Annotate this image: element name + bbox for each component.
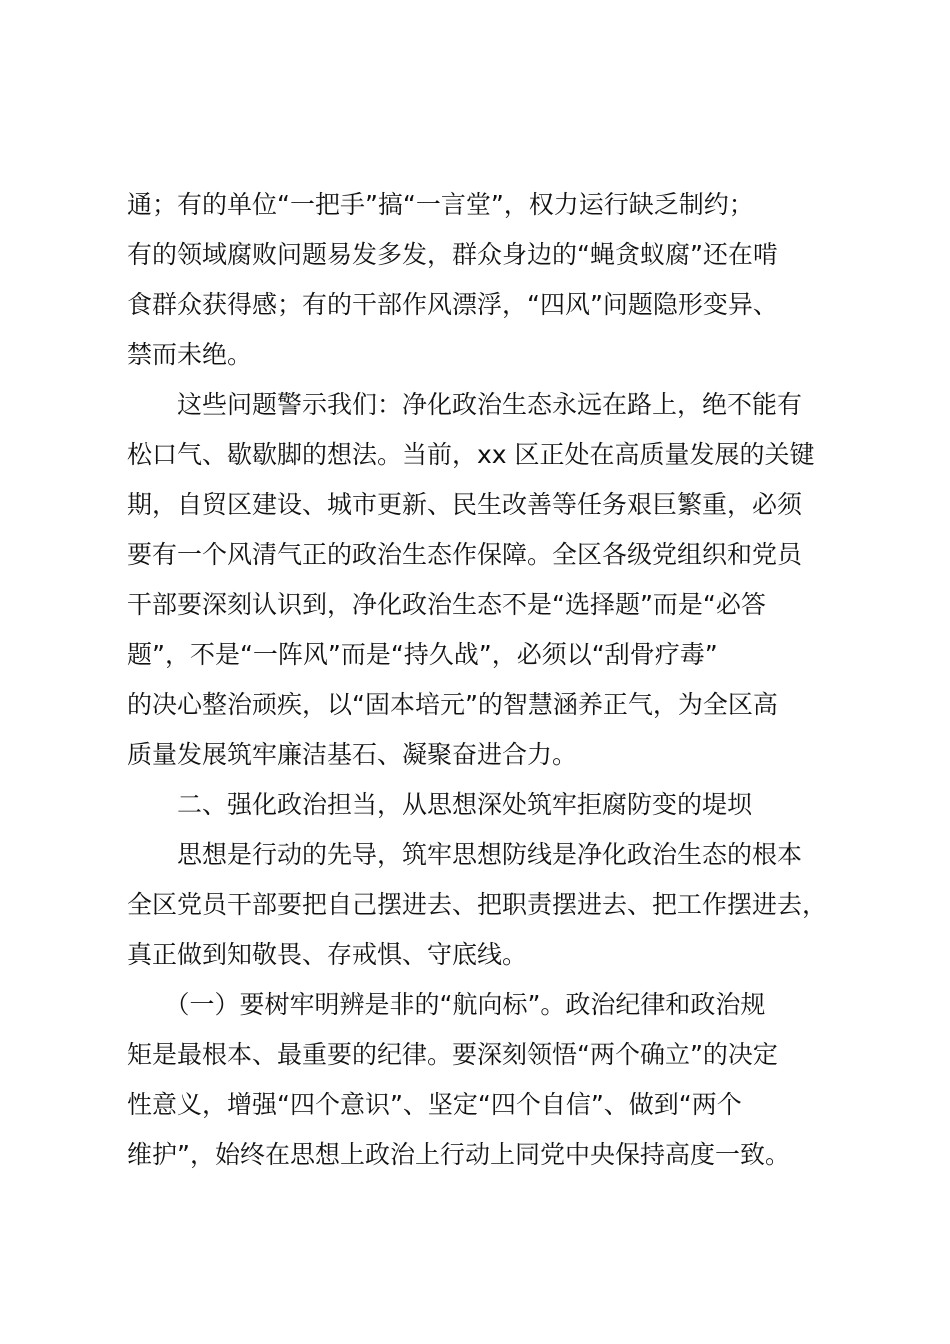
text-line: 通；有的单位“一把手”搞“一言堂”，权力运行缺乏制约； bbox=[127, 190, 754, 219]
text-line: 有的领域腐败问题易发多发，群众身边的“蝇贪蚁腐”还在啃 bbox=[127, 240, 778, 269]
paragraph-line: 这些问题警示我们：净化政治生态永远在路上，绝不能有 bbox=[127, 390, 803, 419]
text-line: 食群众获得感；有的干部作风漂浮，“四风”问题隐形变异、 bbox=[127, 290, 778, 319]
text-line: 维护”，始终在思想上政治上行动上同党中央保持高度一致。 bbox=[127, 1140, 790, 1169]
text-line: 要有一个风清气正的政治生态作保障。全区各级党组织和党员 bbox=[127, 540, 803, 569]
section-heading: 二、强化政治担当，从思想深处筑牢拒腐防变的堤坝 bbox=[127, 790, 753, 819]
text-line: 质量发展筑牢廉洁基石、凝聚奋进合力。 bbox=[127, 740, 578, 769]
text-line: 禁而未绝。 bbox=[127, 340, 253, 369]
text-line: 全区党员干部要把自己摆进去、把职责摆进去、把工作摆进去， bbox=[127, 890, 828, 919]
text-line: 真正做到知敬畏、存戒惧、守底线。 bbox=[127, 940, 528, 969]
text-line: 干部要深刻认识到，净化政治生态不是“选择题”而是“必答 bbox=[127, 590, 766, 619]
paragraph-line: 思想是行动的先导，筑牢思想防线是净化政治生态的根本 bbox=[127, 840, 803, 869]
paragraph-line: （一）要树牢明辨是非的“航向标”。政治纪律和政治规 bbox=[127, 990, 766, 1019]
text-line: 的决心整治顽疾，以“固本培元”的智慧涵养正气，为全区高 bbox=[127, 690, 778, 719]
document-body bbox=[127, 180, 839, 1180]
text-line: 期，自贸区建设、城市更新、民生改善等任务艰巨繁重，必须 bbox=[127, 490, 803, 519]
text-line: 题”，不是“一阵风”而是“持久战”，必须以“刮骨疗毒” bbox=[127, 640, 718, 669]
text-line: 松口气、歇歇脚的想法。当前，xx 区正处在高质量发展的关键 bbox=[127, 440, 815, 469]
text-line: 矩是最根本、最重要的纪律。要深刻领悟“两个确立”的决定 bbox=[127, 1040, 778, 1069]
text-line: 性意义，增强“四个意识”、坚定“四个自信”、做到“两个 bbox=[127, 1090, 742, 1119]
